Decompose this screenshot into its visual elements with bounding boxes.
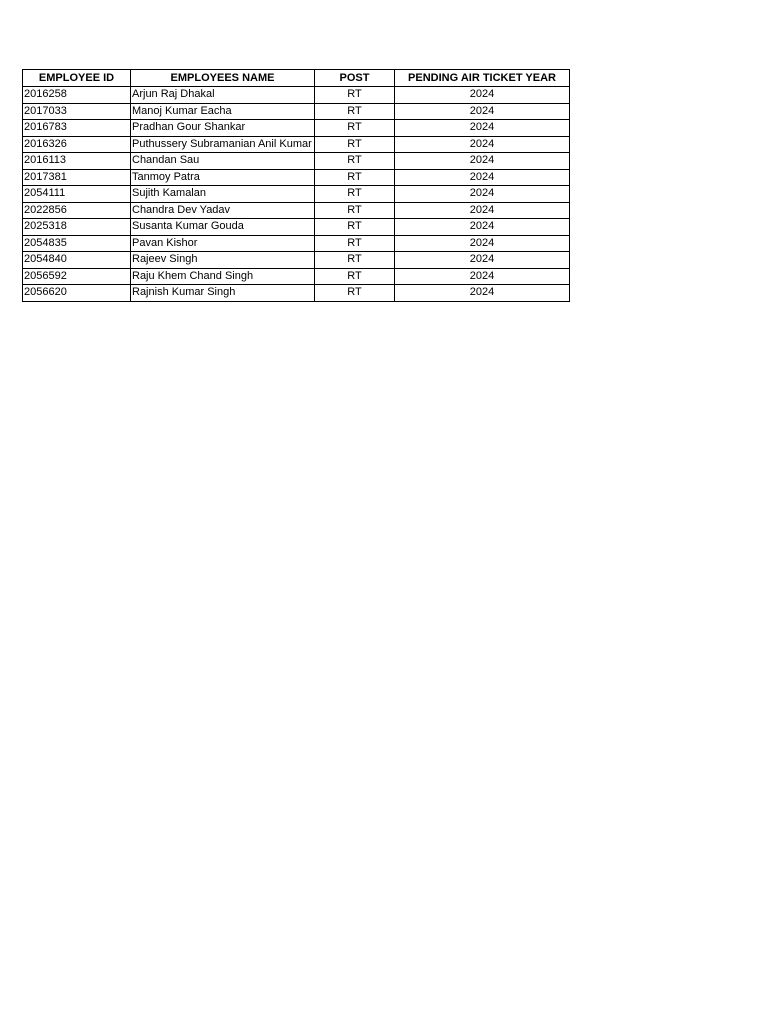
table-row	[23, 235, 570, 252]
table-row	[23, 219, 570, 236]
employee-name-cell: Raju Khem Chand Singh	[131, 268, 315, 285]
post-cell: RT	[315, 120, 395, 137]
table-row	[23, 202, 570, 219]
year-cell: 2024	[395, 235, 570, 252]
post-cell: RT	[315, 219, 395, 236]
year-cell: 2024	[395, 169, 570, 186]
post-cell: RT	[315, 186, 395, 203]
header-row	[23, 70, 570, 87]
post-cell: RT	[315, 136, 395, 153]
employee-name-cell: Chandan Sau	[131, 153, 315, 170]
post-cell: RT	[315, 103, 395, 120]
employee-name-cell: Pradhan Gour Shankar	[131, 120, 315, 137]
employee-name-cell: Arjun Raj Dhakal	[131, 87, 315, 104]
employee-id-cell: 2056620	[23, 285, 131, 302]
header-pending-air-ticket-year: PENDING AIR TICKET YEAR	[395, 70, 570, 87]
year-cell: 2024	[395, 153, 570, 170]
employee-name-cell: Pavan Kishor	[131, 235, 315, 252]
employee-table	[22, 69, 570, 302]
table-row	[23, 285, 570, 302]
post-cell: RT	[315, 169, 395, 186]
year-cell: 2024	[395, 252, 570, 269]
header-employee-name: EMPLOYEES NAME	[131, 70, 315, 87]
year-cell: 2024	[395, 202, 570, 219]
table-row	[23, 186, 570, 203]
employee-id-cell: 2016783	[23, 120, 131, 137]
employee-id-cell: 2022856	[23, 202, 131, 219]
employee-id-cell: 2017381	[23, 169, 131, 186]
employee-id-cell: 2025318	[23, 219, 131, 236]
year-cell: 2024	[395, 186, 570, 203]
post-cell: RT	[315, 268, 395, 285]
employee-id-cell: 2056592	[23, 268, 131, 285]
header-post: POST	[315, 70, 395, 87]
table-row	[23, 169, 570, 186]
post-cell: RT	[315, 202, 395, 219]
year-cell: 2024	[395, 120, 570, 137]
table-row	[23, 268, 570, 285]
employee-name-cell: Rajnish Kumar Singh	[131, 285, 315, 302]
year-cell: 2024	[395, 103, 570, 120]
employee-id-cell: 2016326	[23, 136, 131, 153]
table-row	[23, 252, 570, 269]
table-row	[23, 136, 570, 153]
post-cell: RT	[315, 153, 395, 170]
employee-name-cell: Puthussery Subramanian Anil Kumar	[131, 136, 315, 153]
table-row	[23, 153, 570, 170]
year-cell: 2024	[395, 219, 570, 236]
employee-name-cell: Sujith Kamalan	[131, 186, 315, 203]
header-employee-id: EMPLOYEE ID	[23, 70, 131, 87]
table-row	[23, 87, 570, 104]
year-cell: 2024	[395, 285, 570, 302]
employee-id-cell: 2017033	[23, 103, 131, 120]
employee-name-cell: Rajeev Singh	[131, 252, 315, 269]
post-cell: RT	[315, 87, 395, 104]
employee-id-cell: 2054835	[23, 235, 131, 252]
employee-name-cell: Chandra Dev Yadav	[131, 202, 315, 219]
spreadsheet	[22, 69, 570, 302]
year-cell: 2024	[395, 87, 570, 104]
year-cell: 2024	[395, 136, 570, 153]
year-cell: 2024	[395, 268, 570, 285]
employee-id-cell: 2054111	[23, 186, 131, 203]
table-row	[23, 103, 570, 120]
employee-id-cell: 2054840	[23, 252, 131, 269]
post-cell: RT	[315, 285, 395, 302]
post-cell: RT	[315, 252, 395, 269]
employee-id-cell: 2016113	[23, 153, 131, 170]
employee-name-cell: Tanmoy Patra	[131, 169, 315, 186]
employee-id-cell: 2016258	[23, 87, 131, 104]
post-cell: RT	[315, 235, 395, 252]
table-row	[23, 120, 570, 137]
employee-name-cell: Manoj Kumar Eacha	[131, 103, 315, 120]
employee-name-cell: Susanta Kumar Gouda	[131, 219, 315, 236]
